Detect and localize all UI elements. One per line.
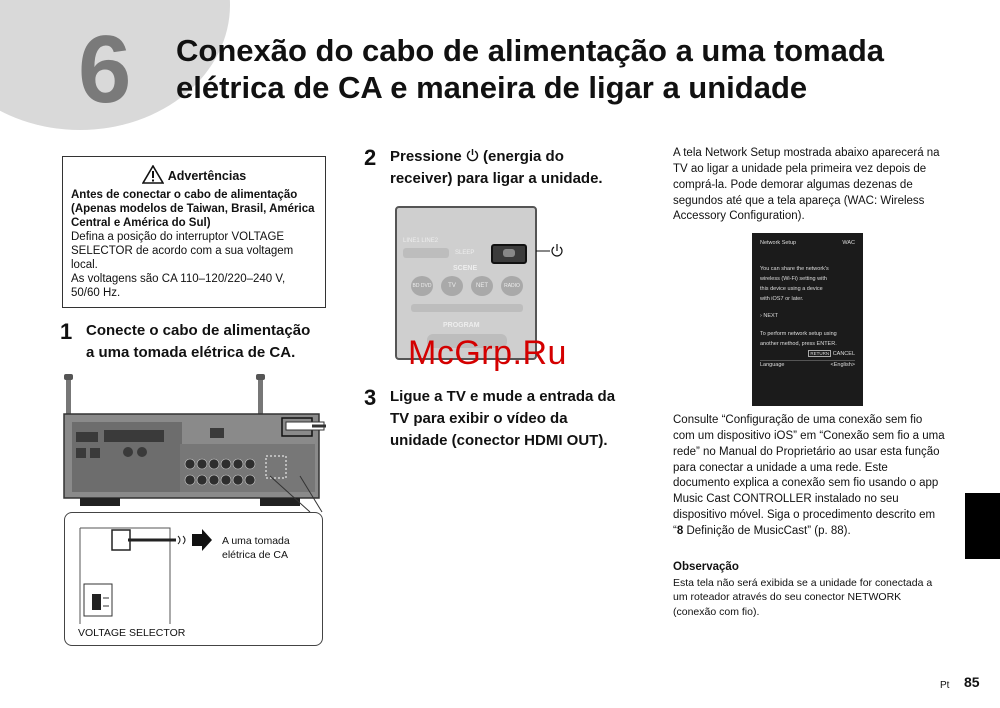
note-text: Esta tela não será exibida se a unidade for conectada a um roteador através do seu conector NETWORK (conexão com fio).	[673, 576, 933, 618]
screen-line2: wireless (Wi-Fi) setting with	[760, 275, 827, 282]
page-title	[176, 32, 966, 106]
step-2-line1-end: (energia do	[478, 148, 564, 165]
voltage-switch-icon	[92, 594, 101, 610]
remote-line-buttons	[403, 238, 438, 244]
step-1	[60, 320, 340, 364]
outlet-label-line2: elétrica de CA	[222, 549, 288, 562]
scene-button-bd-dvd[interactable]: BD DVD	[411, 276, 433, 296]
screen-cancel	[760, 350, 855, 360]
warning-triangle-icon	[142, 165, 164, 184]
step-1-line2: a uma tomada elétrica de CA.	[86, 343, 296, 361]
note	[673, 560, 945, 619]
step-1-number: 1	[60, 319, 73, 344]
power-callout	[536, 242, 566, 262]
reference-section-number: 8	[676, 525, 684, 538]
antenna-right	[258, 378, 263, 416]
step-3	[364, 386, 654, 451]
page-title-line1: Conexão do cabo de alimentação a uma tomada	[176, 33, 885, 68]
note-heading: Observação	[673, 561, 739, 573]
footer-language: Pt	[940, 680, 950, 691]
network-setup-screen	[752, 233, 863, 406]
step-3-line3: unidade (conector HDMI OUT).	[390, 431, 608, 449]
arrow-right-icon	[192, 529, 212, 551]
step-2-number: 2	[364, 145, 377, 170]
chapter-number: 6	[78, 16, 132, 123]
screen-cancel-label: CANCEL	[832, 351, 855, 358]
reference-text-end: Definição de MusicCast” (p. 88).	[683, 525, 851, 538]
warning-text-1: Defina a posição do interruptor VOLTAGE SELECTOR de acordo com a sua voltagem local.	[71, 231, 294, 272]
screen-wac-tag: WAC	[842, 240, 855, 246]
screen-line5: To perform network setup using	[760, 331, 837, 338]
warning-heading-text: Advertências	[167, 169, 247, 183]
screen-language-row[interactable]	[760, 360, 855, 371]
screen-header	[760, 239, 855, 249]
remote-sleep-label: SLEEP	[455, 250, 475, 256]
power-icon	[466, 148, 479, 162]
scene-button-net[interactable]: NET	[471, 276, 493, 296]
screen-line4: with iOS7 or later.	[760, 295, 804, 302]
remote-program-label: PROGRAM	[443, 322, 480, 329]
outlet-label-line1: A uma tomada	[222, 535, 290, 547]
network-setup-intro: A tela Network Setup mostrada abaixo aparecerá na TV ao ligar a unidade pela primeira vez depois de comprá-la. Pode demorar algumas dezenas de segundos até que a tela apareça (WAC: Wireless Accessory Configuration).	[673, 147, 940, 223]
reference-text-start: Consulte “Configuração de uma conexão sem fio com um dispositivo iOS” em “Conexão sem fio a uma rede” no Manual do Proprietário ao usar esta função para conectar a unidade a uma rede. Este documento explica a conexão sem fio usando o app Music Cast CONTROLLER instalado no seu dispositivo móvel. Siga o procedimento descrito em “	[673, 414, 945, 538]
warning-text-2: As voltagens são CA 110–120/220–240 V, 50/60 Hz.	[71, 273, 286, 300]
step-3-line2: TV para exibir o vídeo da	[390, 409, 568, 427]
step-3-number: 3	[364, 385, 377, 410]
warning-box	[62, 156, 326, 308]
power-plug-icon	[112, 530, 130, 550]
screen-next-option[interactable]: › NEXT	[760, 313, 779, 320]
step-3-line1: Ligue a TV e mude a entrada da	[390, 388, 616, 405]
remote-scene-label: SCENE	[453, 265, 478, 272]
remote-power-button[interactable]	[491, 244, 527, 264]
step-1-line1: Conecte o cabo de alimentação	[86, 322, 311, 339]
warning-bold-text: Antes de conectar o cabo de alimentação (Apenas modelos de Taiwan, Brasil, América Central e América do Sul)	[71, 189, 315, 230]
watermark: McGrp.Ru	[408, 334, 567, 372]
screen-line1: You can share the network's	[760, 265, 829, 272]
page-number: 85	[964, 674, 980, 690]
page-title-line2: elétrica de CA e maneira de ligar a unidade	[176, 70, 808, 106]
screen-line6: another method, press ENTER.	[760, 341, 837, 348]
scene-button-radio[interactable]: RADIO	[501, 276, 523, 296]
screen-language-value: <English>	[830, 362, 855, 369]
section-tab-marker	[965, 493, 1000, 559]
outlet-label	[222, 534, 290, 563]
screen-line3: this device using a device	[760, 285, 823, 292]
step-2-line1-start: Pressione	[390, 148, 466, 165]
voltage-selector-label: VOLTAGE SELECTOR	[78, 627, 186, 639]
warning-heading	[71, 165, 317, 184]
remote-line2-label: LINE2	[421, 238, 439, 244]
scene-button-tv[interactable]: TV	[441, 276, 463, 296]
screen-return-key: RETURN	[810, 351, 830, 357]
screen-language-label: Language	[760, 362, 785, 369]
step-2-line2: receiver) para ligar a unidade.	[390, 169, 603, 187]
reference-paragraph	[673, 413, 945, 540]
screen-title: Network Setup	[760, 240, 797, 246]
step-2	[364, 146, 654, 190]
antenna-left	[66, 378, 71, 416]
step-2-line1	[390, 146, 654, 168]
remote-line1-label: LINE1	[403, 238, 420, 244]
